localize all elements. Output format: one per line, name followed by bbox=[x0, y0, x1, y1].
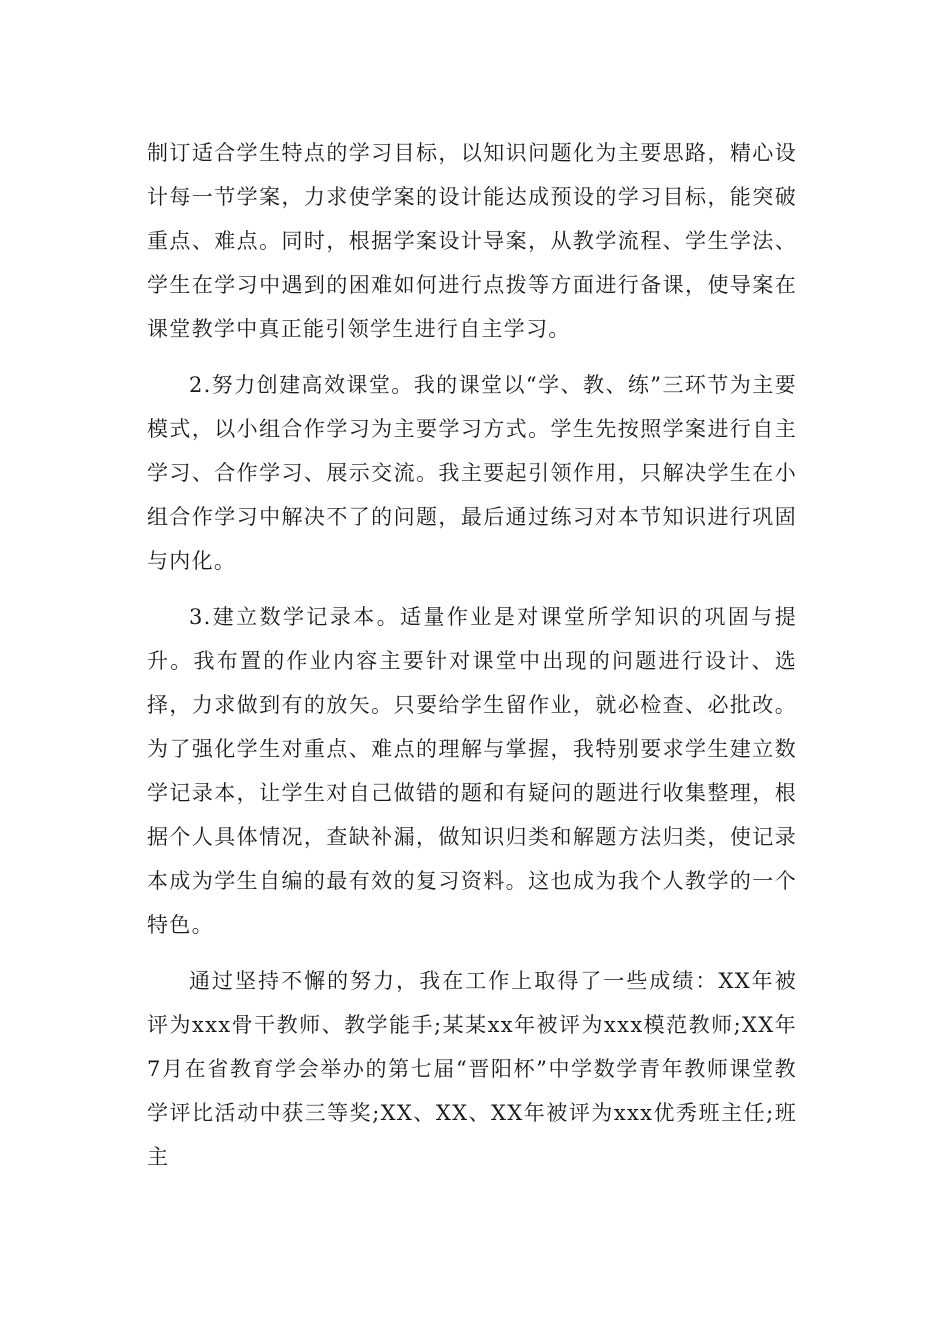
paragraph-math-notebook: 3.建立数学记录本。适量作业是对课堂所学知识的巩固与提升。我布置的作业内容主要针对课堂中出现的问题进行设计、选择，力求做到有的放矢。只要给学生留作业，就必检查、必批改。为了强化学生对重点、难点的理解与掌握，我特别要求学生建立数学记录本，让学生对自己做错的题和有疑问的题进行收集整理，根据个人具体情况，查缺补漏，做知识归类和解题方法归类，使记录本成为学生自编的最有效的复习资料。这也成为我个人教学的一个特色。 bbox=[147, 605, 797, 937]
document-body bbox=[147, 131, 797, 1191]
paragraph-lesson-plan: 制订适合学生特点的学习目标，以知识问题化为主要思路，精心设计每一节学案，力求使学案的设计能达成预设的学习目标，能突破重点、难点。同时，根据学案设计导案，从教学流程、学生学法、学生在学习中遇到的困难如何进行点拨等方面进行备课，使导案在课堂教学中真正能引领学生进行自主学习。 bbox=[147, 141, 797, 341]
paragraph-achievements: 通过坚持不懈的努力，我在工作上取得了一些成绩：XX年被评为xxx骨干教师、教学能手;某某xx年被评为xxx模范教师;XX年7月在省教育学会举办的第七届“晋阳杯”中学数学青年教师课堂教学评比活动中获三等奖;XX、XX、XX年被评为xxx优秀班主任;班主 bbox=[147, 969, 797, 1169]
paragraph-efficient-classroom: 2.努力创建高效课堂。我的课堂以“学、教、练”三环节为主要模式，以小组合作学习为主要学习方式。学生先按照学案进行自主学习、合作学习、展示交流。我主要起引领作用，只解决学生在小组合作学习中解决不了的问题，最后通过练习对本节知识进行巩固与内化。 bbox=[147, 373, 797, 573]
